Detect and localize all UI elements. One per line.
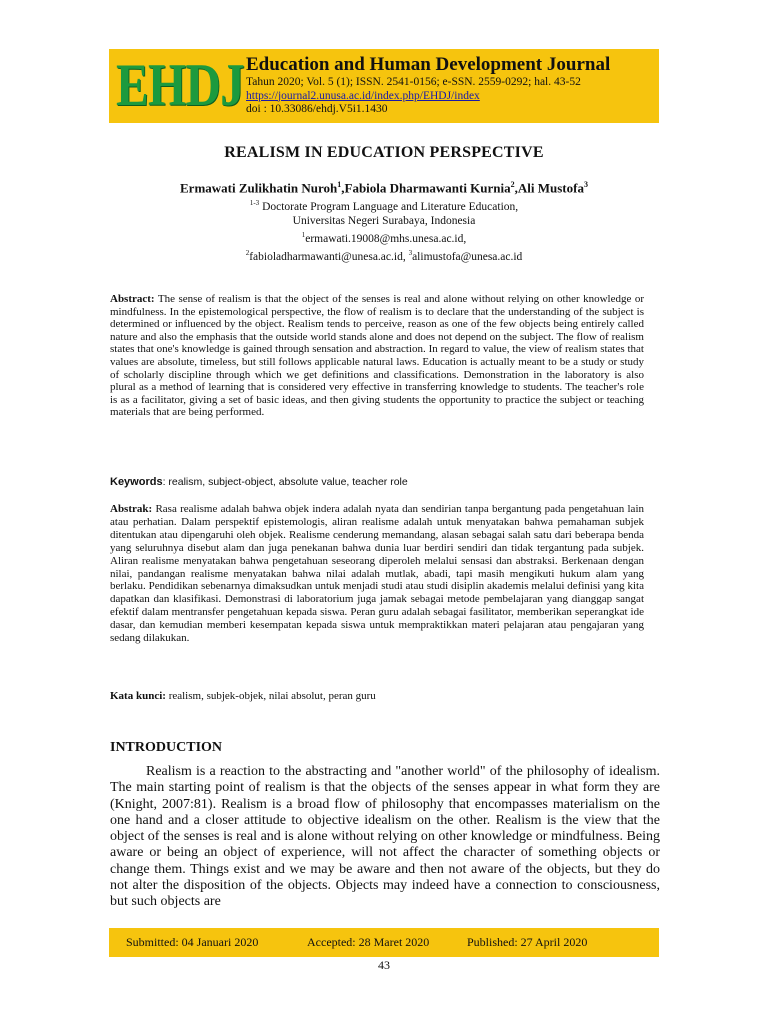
email-3-sup: 3 xyxy=(408,248,413,257)
accepted-date: Accepted: 28 Maret 2020 xyxy=(307,935,430,949)
keywords-label: Keywords xyxy=(110,476,163,488)
email-3: alimustofa@unesa.ac.id xyxy=(412,250,523,263)
email-1-sup: 1 xyxy=(301,230,306,239)
journal-doi: doi : 10.33086/ehdj.V5i1.1430 xyxy=(246,103,388,115)
keywords-indonesian xyxy=(110,690,644,703)
journal-logo: EHDJ xyxy=(116,52,244,118)
journal-title: Education and Human Development Journal xyxy=(246,54,611,75)
email-2: fabioladharmawanti@unesa.ac.id, xyxy=(249,250,409,263)
email-1: ermawati.19008@mhs.unesa.ac.id, xyxy=(305,232,467,245)
abstract-english xyxy=(110,293,644,419)
author-3: ,Ali Mustofa xyxy=(514,180,584,196)
submitted-date: Submitted: 04 Januari 2020 xyxy=(126,935,259,949)
abstract-text: The sense of realism is that the object of the senses is real and alone without relying on other knowledge or mindfulness. In the epistemological perspective, the flow of realism is to declare that the understanding of the subject is determined or influenced by the object. Realism tends to perceive, reason as one of the few objects being entirely called nature and also the emphasis that the outside world stands alone and does not depend on the subject. The flow of realism states that one's knowledge is gained through sensation and abstraction. In regard to value, the view of realism states that values are absolute, timeless, but still follows applicable natural laws. Education is actually meant to be a study or study of scholarly discipline through which we get definitions and classifications. Demonstration in the laboratory is also plural as a method of learning that is considered very effective in transferring knowledge to students. The teacher's role is as a facilitator, giving a set of basic ideas, and then giving students the opportunity to practice the subject or teaching materials that are being performed. xyxy=(110,293,644,419)
kata-kunci-text: realism, subjek-objek, nilai absolut, peran guru xyxy=(165,690,376,702)
submission-dates-footer xyxy=(109,928,659,957)
author-2: ,Fabiola Dharmawanti Kurnia xyxy=(341,180,511,196)
affil-line-1: Doctorate Program Language and Literature Education, xyxy=(259,200,519,213)
author-1-sup: 1 xyxy=(337,180,342,189)
abstract-indonesian xyxy=(110,503,644,645)
journal-header-text xyxy=(246,54,654,117)
journal-url-link[interactable]: https://journal2.unusa.ac.id/index.php/EHDJ/index xyxy=(246,89,480,102)
keywords-text: : realism, subject-object, absolute value, teacher role xyxy=(162,476,408,488)
affil-line-2: Universitas Negeri Surabaya, Indonesia xyxy=(292,214,476,227)
email-2-sup: 2 xyxy=(245,248,250,257)
author-1: Ermawati Zulikhatin Nuroh xyxy=(180,180,338,196)
published-date: Published: 27 April 2020 xyxy=(467,935,588,949)
journal-header-banner xyxy=(109,49,659,123)
abstrak-label: Abstrak: xyxy=(110,503,153,515)
introduction-heading: INTRODUCTION xyxy=(110,740,223,755)
keywords-english xyxy=(110,476,644,489)
journal-meta: Tahun 2020; Vol. 5 (1); ISSN. 2541-0156; e-SSN. 2559-0292; hal. 43-52 xyxy=(246,76,581,88)
page-number: 43 xyxy=(378,958,390,972)
kata-kunci-label: Kata kunci: xyxy=(110,690,166,702)
affil-sup: 1-3 xyxy=(249,199,260,207)
abstrak-text: Rasa realisme adalah bahwa objek indera adalah nyata dan sendirian tanpa bergantung pada pengetahuan lain atau perhatian. Dalam perspektif epistemologis, aliran realisme adalah untuk menyatakan bahwa pemahaman subjek ditentukan atau dipengaruhi oleh objek. Realisme cenderung memandang, alasan sebagai salah satu dari beberapa benda yang seluruhnya disebut alam dan juga penekanan bahwa dunia luar berdiri sendiri dan tidak tergantung pada subjek. Aliran realisme menyatakan bahwa pengetahuan seseorang diperoleh melalui sensasi dan abstraksi. Berkenaan dengan nilai, pandangan realisme menyatakan bahwa nilai adalah mutlak, abadi, tapi masih mengikuti hukum alam yang berlaku. Pendidikan sebenarnya dimaksudkan untuk menjadi studi atau studi disiplin akademis melalui definisi yang kita dapatkan dan klasifikasi. Demonstrasi di laboratorium juga jamak sebagai metode pembelajaran yang dianggap sangat efektif dalam mentransfer pengetahuan kepada siswa. Peran guru adalah sebagai fasilitator, memberikan seperangkat ide dasar, dan kemudian memberi kesempatan kepada siswa untuk mempraktikkan materi pelajaran atau pengajaran yang sedang dilakukan. xyxy=(110,503,644,645)
introduction-paragraph: Realism is a reaction to the abstracting and "another world" of the philosophy of idealism. The main starting point of realism is that the objects of the senses appear in what form they are (Knight, 2007:81). Realism is a broad flow of philosophy that encompasses materialism on the one hand and a closer attitude to objective idealism on the other. Realism is the view that the object of the senses is real and is alone without relying on other knowledge or mindfulness. Being aware or being an object of experience, will not affect the character of something objects or change them. Things exist and we may be aware and then not aware of the objects, but they do not alter the disposition of the objects. Objects may indeed have a connection to consciousness, but such objects are xyxy=(110,764,660,910)
author-3-sup: 3 xyxy=(583,180,588,189)
affiliation-block xyxy=(0,196,768,263)
author-list xyxy=(0,180,768,196)
abstract-label: Abstract: xyxy=(110,293,155,305)
paper-title: REALISM IN EDUCATION PERSPECTIVE xyxy=(224,144,544,161)
author-2-sup: 2 xyxy=(510,180,515,189)
